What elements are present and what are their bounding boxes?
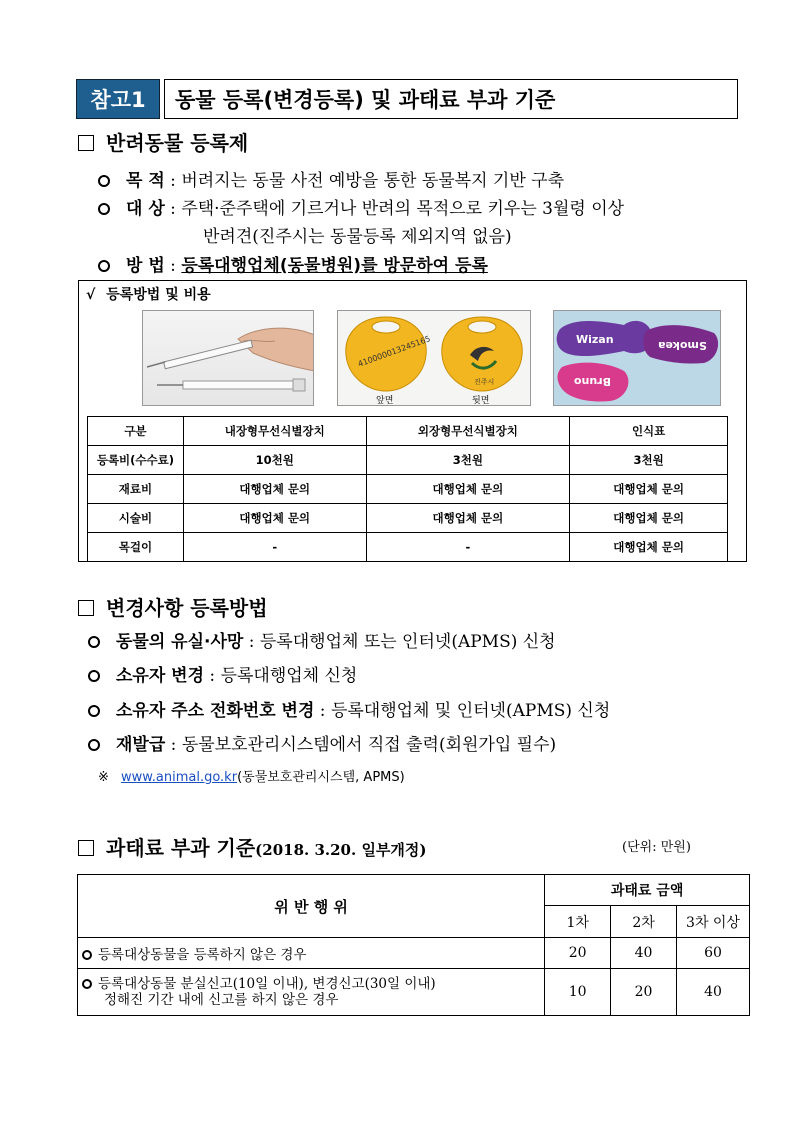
- change-item-loss: [88, 627, 556, 652]
- id-tag-icon: [554, 311, 721, 406]
- table-cell: 대행업체 문의: [366, 475, 570, 504]
- section3-heading: [78, 832, 427, 861]
- table-cell: 10천원: [183, 446, 366, 475]
- change-label: 소유자 변경: [116, 666, 205, 686]
- table-cell: 등록비(수수료): [88, 446, 184, 475]
- change-item-owner: [88, 661, 357, 686]
- method-text: 등록대행업체(동물병원)를 방문하여 등록: [181, 256, 488, 276]
- violation-text: 등록대상동물을 등록하지 않은 경우: [98, 947, 307, 963]
- change-text: : 등록대행업체 또는 인터넷(APMS) 신청: [243, 632, 556, 652]
- table-cell: -: [183, 533, 366, 562]
- fine-value: 20: [545, 938, 611, 969]
- table-header-row: [88, 417, 728, 446]
- change-text: : 등록대행업체 신청: [204, 666, 358, 686]
- table-row: [88, 446, 728, 475]
- table-header: 구분: [88, 417, 184, 446]
- table-header: 인식표: [570, 417, 728, 446]
- table-row: [88, 475, 728, 504]
- circle-bullet-icon: [98, 203, 110, 215]
- apms-link[interactable]: www.animal.go.kr: [121, 770, 238, 785]
- target-label: 대 상: [126, 199, 165, 219]
- microchip-syringe-photo: [142, 310, 314, 406]
- purpose-label: 목 적: [126, 171, 165, 191]
- check-icon: √: [86, 287, 96, 303]
- sub-col-header: 3차 이상: [677, 906, 750, 938]
- circle-bullet-icon: [98, 175, 110, 187]
- fine-value: 10: [545, 969, 611, 1016]
- syringe-icon: [143, 311, 314, 406]
- registration-cost-table: [87, 416, 728, 562]
- fine-header-row: [78, 875, 750, 906]
- fine-value: 40: [677, 969, 750, 1016]
- id-tag-text-3: Bruno: [574, 375, 612, 388]
- change-text: : 동물보호관리시스템에서 직접 출력(회원가입 필수): [165, 735, 557, 755]
- table-cell: 목걸이: [88, 533, 184, 562]
- unit-label: (단위: 만원): [622, 840, 691, 855]
- circle-bullet-icon: [88, 636, 100, 648]
- change-text: : 등록대행업체 및 인터넷(APMS) 신청: [314, 701, 611, 721]
- table-cell: 시술비: [88, 504, 184, 533]
- method-item: [98, 251, 488, 276]
- target-sep: :: [170, 199, 176, 219]
- table-row: [78, 969, 750, 1016]
- table-cell: 대행업체 문의: [366, 504, 570, 533]
- box-title-text: 등록방법 및 비용: [106, 287, 211, 303]
- violation-header: 위 반 행 위: [78, 875, 545, 938]
- circle-bullet-icon: [88, 670, 100, 682]
- purpose-sep: :: [170, 171, 176, 191]
- table-cell: 대행업체 문의: [570, 533, 728, 562]
- circle-bullet-icon: [82, 979, 92, 989]
- id-tag-text-2: Smokea: [658, 339, 707, 352]
- fine-value: 60: [677, 938, 750, 969]
- section1-heading: [78, 127, 248, 156]
- purpose-item: [98, 166, 564, 191]
- target-text: 주택·준주택에 기르거나 반려의 목적으로 키우는 3월령 이상: [181, 199, 625, 219]
- section2-heading: [78, 592, 268, 621]
- table-header: 내장형무선식별장치: [183, 417, 366, 446]
- tag-number-text: 410000013245165: [356, 334, 432, 369]
- circle-bullet-icon: [88, 705, 100, 717]
- external-tag-photo: [337, 310, 531, 406]
- section3-subheading: (2018. 3.20. 일부개정): [255, 841, 427, 859]
- page-title: 동물 등록(변경등록) 및 과태료 부과 기준: [164, 79, 738, 119]
- violation-cell: [78, 938, 545, 969]
- method-label: 방 법: [126, 256, 165, 276]
- square-bullet-icon: [78, 135, 94, 151]
- fine-value: 40: [611, 938, 677, 969]
- method-sep: :: [170, 256, 176, 276]
- sub-col-header: 1차: [545, 906, 611, 938]
- apms-note: [98, 766, 405, 785]
- sub-col-header: 2차: [611, 906, 677, 938]
- purpose-text: 버려지는 동물 사전 예방을 통한 동물복지 기반 구축: [181, 171, 565, 191]
- circle-bullet-icon: [82, 950, 92, 960]
- table-cell: 대행업체 문의: [183, 504, 366, 533]
- amount-header: 과태료 금액: [545, 875, 750, 906]
- apms-note-text: (동물보호관리시스템, APMS): [237, 770, 405, 785]
- target-text-cont: 반려견(진주시는 동물등록 제외지역 없음): [203, 227, 512, 247]
- violation-text: 등록대상동물 분실신고(10일 이내), 변경신고(30일 이내): [98, 976, 436, 992]
- tag-front-label: 앞면: [376, 396, 394, 406]
- fine-value: 20: [611, 969, 677, 1016]
- tag-city-text: 진주시: [474, 378, 495, 386]
- table-row: [78, 938, 750, 969]
- table-cell: 재료비: [88, 475, 184, 504]
- fine-table: [77, 874, 750, 1016]
- table-cell: 대행업체 문의: [570, 475, 728, 504]
- id-tag-photo: [553, 310, 721, 406]
- square-bullet-icon: [78, 600, 94, 616]
- rfid-tag-icon: [338, 311, 531, 393]
- table-cell: 3천원: [570, 446, 728, 475]
- section1-heading-text: 반려동물 등록제: [106, 131, 249, 155]
- note-mark-icon: ※: [98, 770, 109, 785]
- change-label: 소유자 주소 전화번호 변경: [116, 701, 315, 721]
- circle-bullet-icon: [88, 739, 100, 751]
- square-bullet-icon: [78, 840, 94, 856]
- change-item-reissue: [88, 730, 556, 755]
- change-label: 재발급: [116, 735, 166, 755]
- violation-text-cont: 정해진 기간 내에 신고를 하지 않은 경우: [104, 992, 339, 1008]
- change-label: 동물의 유실·사망: [116, 632, 244, 652]
- violation-cell: [78, 969, 545, 1016]
- circle-bullet-icon: [98, 260, 110, 272]
- id-tag-text-1: Wizan: [576, 333, 614, 346]
- change-item-address: [88, 696, 610, 721]
- table-cell: -: [366, 533, 570, 562]
- table-cell: 3천원: [366, 446, 570, 475]
- section2-heading-text: 변경사항 등록방법: [106, 596, 268, 620]
- table-row: [88, 504, 728, 533]
- box-title: [86, 284, 211, 304]
- table-row: [88, 533, 728, 562]
- table-header: 외장형무선식별장치: [366, 417, 570, 446]
- reference-badge: 참고1: [76, 79, 160, 119]
- target-item: [98, 194, 624, 219]
- table-cell: 대행업체 문의: [570, 504, 728, 533]
- tag-back-label: 뒷면: [472, 396, 490, 406]
- table-cell: 대행업체 문의: [183, 475, 366, 504]
- section3-heading-text: 과태료 부과 기준: [106, 836, 256, 860]
